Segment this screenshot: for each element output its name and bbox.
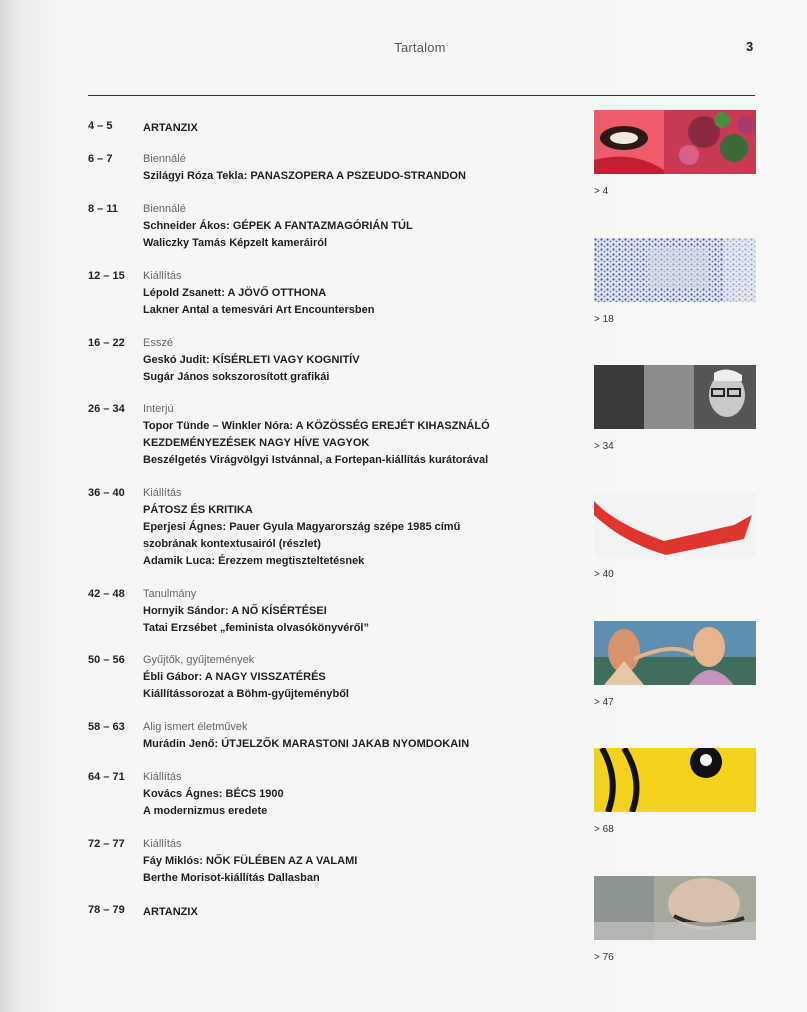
entry-body: [143, 836, 563, 887]
entry-title: PÁTOSZ ÉS KRITIKA: [143, 504, 253, 516]
entry-subtitle: Sugár János sokszorosított grafikái: [143, 371, 330, 383]
entry-pages: 58 – 63: [88, 721, 125, 733]
thumbnail-image: [594, 110, 756, 174]
thumbnail-page-ref: > 4: [594, 186, 609, 197]
entry-body: [143, 586, 563, 637]
thumbnail-image: [594, 238, 756, 302]
entry-body: [143, 485, 563, 570]
entry-subtitle: Berthe Morisot-kiállítás Dallasban: [143, 872, 320, 884]
thumbnail-image: [594, 621, 756, 685]
entry-title: Geskó Judit: KÍSÉRLETI VAGY KOGNITÍV: [143, 354, 360, 366]
entry-subtitle: Lakner Antal a temesvári Art Encountersben: [143, 304, 375, 316]
entry-category: Alig ismert életművek: [143, 721, 248, 733]
thumbnail-image: [594, 748, 756, 812]
entry-category: Gyűjtők, gyűjtemények: [143, 654, 255, 666]
entry-category: Biennálé: [143, 203, 186, 215]
entry-pages: 72 – 77: [88, 838, 125, 850]
entry-pages: 78 – 79: [88, 904, 125, 916]
entry-pages: 6 – 7: [88, 153, 113, 165]
entry-body: [143, 769, 563, 820]
entry-title: Szilágyi Róza Tekla: PANASZOPERA A PSZEUDO-STRANDON: [143, 170, 466, 182]
entry-subtitle: Waliczky Tamás Képzelt kameráiról: [143, 237, 328, 249]
entry-pages: 12 – 15: [88, 270, 125, 282]
entry-pages: 8 – 11: [88, 203, 118, 215]
entry-pages: 36 – 40: [88, 487, 125, 499]
entry-pages: 64 – 71: [88, 771, 125, 783]
entry-body: [143, 201, 563, 252]
entry-subtitle: A modernizmus eredete: [143, 805, 268, 817]
entry-title: Topor Tünde – Winkler Nóra: A KÖZÖSSÉG EREJÉT KIHASZNÁLÓ: [143, 420, 490, 432]
entry-category: Interjú: [143, 403, 174, 415]
entry-pages: 26 – 34: [88, 403, 125, 415]
entry-subtitle: Kiállítássorozat a Böhm-gyűjteményből: [143, 688, 349, 700]
entry-title-cont: KEZDEMÉNYEZÉSEK NAGY HÍVE VAGYOK: [143, 437, 370, 449]
thumbnail-page-ref: > 47: [594, 697, 614, 708]
thumbnail-image: [594, 493, 756, 557]
entry-pages: 4 – 5: [88, 120, 113, 132]
page-number: 3: [746, 39, 754, 54]
entry-title: Hornyik Sándor: A NŐ KÍSÉRTÉSEI: [143, 605, 327, 617]
thumbnail-page-ref: > 34: [594, 441, 614, 452]
entry-body: [143, 904, 563, 921]
entry-title: Kovács Ágnes: BÉCS 1900: [143, 788, 284, 800]
entry-category: Tanulmány: [143, 588, 197, 600]
entry-title: Murádin Jenő: ÚTJELZŐK MARASTONI JAKAB NYOMDOKAIN: [143, 738, 470, 750]
entry-title: Schneider Ákos: GÉPEK A FANTAZMAGÓRIÁN TÚL: [143, 220, 413, 232]
entry-body: [143, 268, 563, 319]
entry-subtitle: szobrának kontextusairól (részlet): [143, 538, 321, 550]
thumbnail-image: [594, 876, 756, 940]
thumbnail-page-ref: > 40: [594, 569, 614, 580]
entry-category: Kiállítás: [143, 270, 182, 282]
entry-body: [143, 652, 563, 703]
entry-title: ARTANZIX: [143, 122, 198, 134]
entry-subtitle: Beszélgetés Virágvölgyi Istvánnal, a Fortepan-kiállítás kurátorával: [143, 454, 489, 466]
entry-title: Ébli Gábor: A NAGY VISSZATÉRÉS: [143, 671, 326, 683]
entry-category: Biennálé: [143, 153, 186, 165]
entry-pages: 16 – 22: [88, 337, 125, 349]
entry-category: Esszé: [143, 337, 173, 349]
entry-title: Fáy Miklós: NŐK FÜLÉBEN AZ A VALAMI: [143, 855, 358, 867]
entry-body: [143, 719, 563, 753]
entry-title: ARTANZIX: [143, 906, 198, 918]
entry-body: [143, 151, 563, 185]
entry-subtitle: Tatai Erzsébet „feminista olvasókönyvéről”: [143, 622, 369, 634]
thumbnail-image: [594, 365, 756, 429]
thumbnail-page-ref: > 68: [594, 824, 614, 835]
entry-category: Kiállítás: [143, 838, 182, 850]
page-header-title: Tartalom: [394, 40, 446, 55]
entry-body: [143, 401, 563, 469]
thumbnail-page-ref: > 76: [594, 952, 614, 963]
entry-category: Kiállítás: [143, 771, 182, 783]
entry-subtitle: Adamik Luca: Érezzem megtiszteltetésnek: [143, 555, 365, 567]
header-rule: [88, 95, 755, 96]
entry-pages: 42 – 48: [88, 588, 125, 600]
entry-body: [143, 120, 563, 137]
entry-body: [143, 335, 563, 386]
entry-category: Kiállítás: [143, 487, 182, 499]
entry-pages: 50 – 56: [88, 654, 125, 666]
thumbnail-page-ref: > 18: [594, 314, 614, 325]
entry-subtitle: Eperjesi Ágnes: Pauer Gyula Magyarország szépe 1985 című: [143, 521, 461, 533]
entry-title: Lépold Zsanett: A JÖVŐ OTTHONA: [143, 287, 327, 299]
